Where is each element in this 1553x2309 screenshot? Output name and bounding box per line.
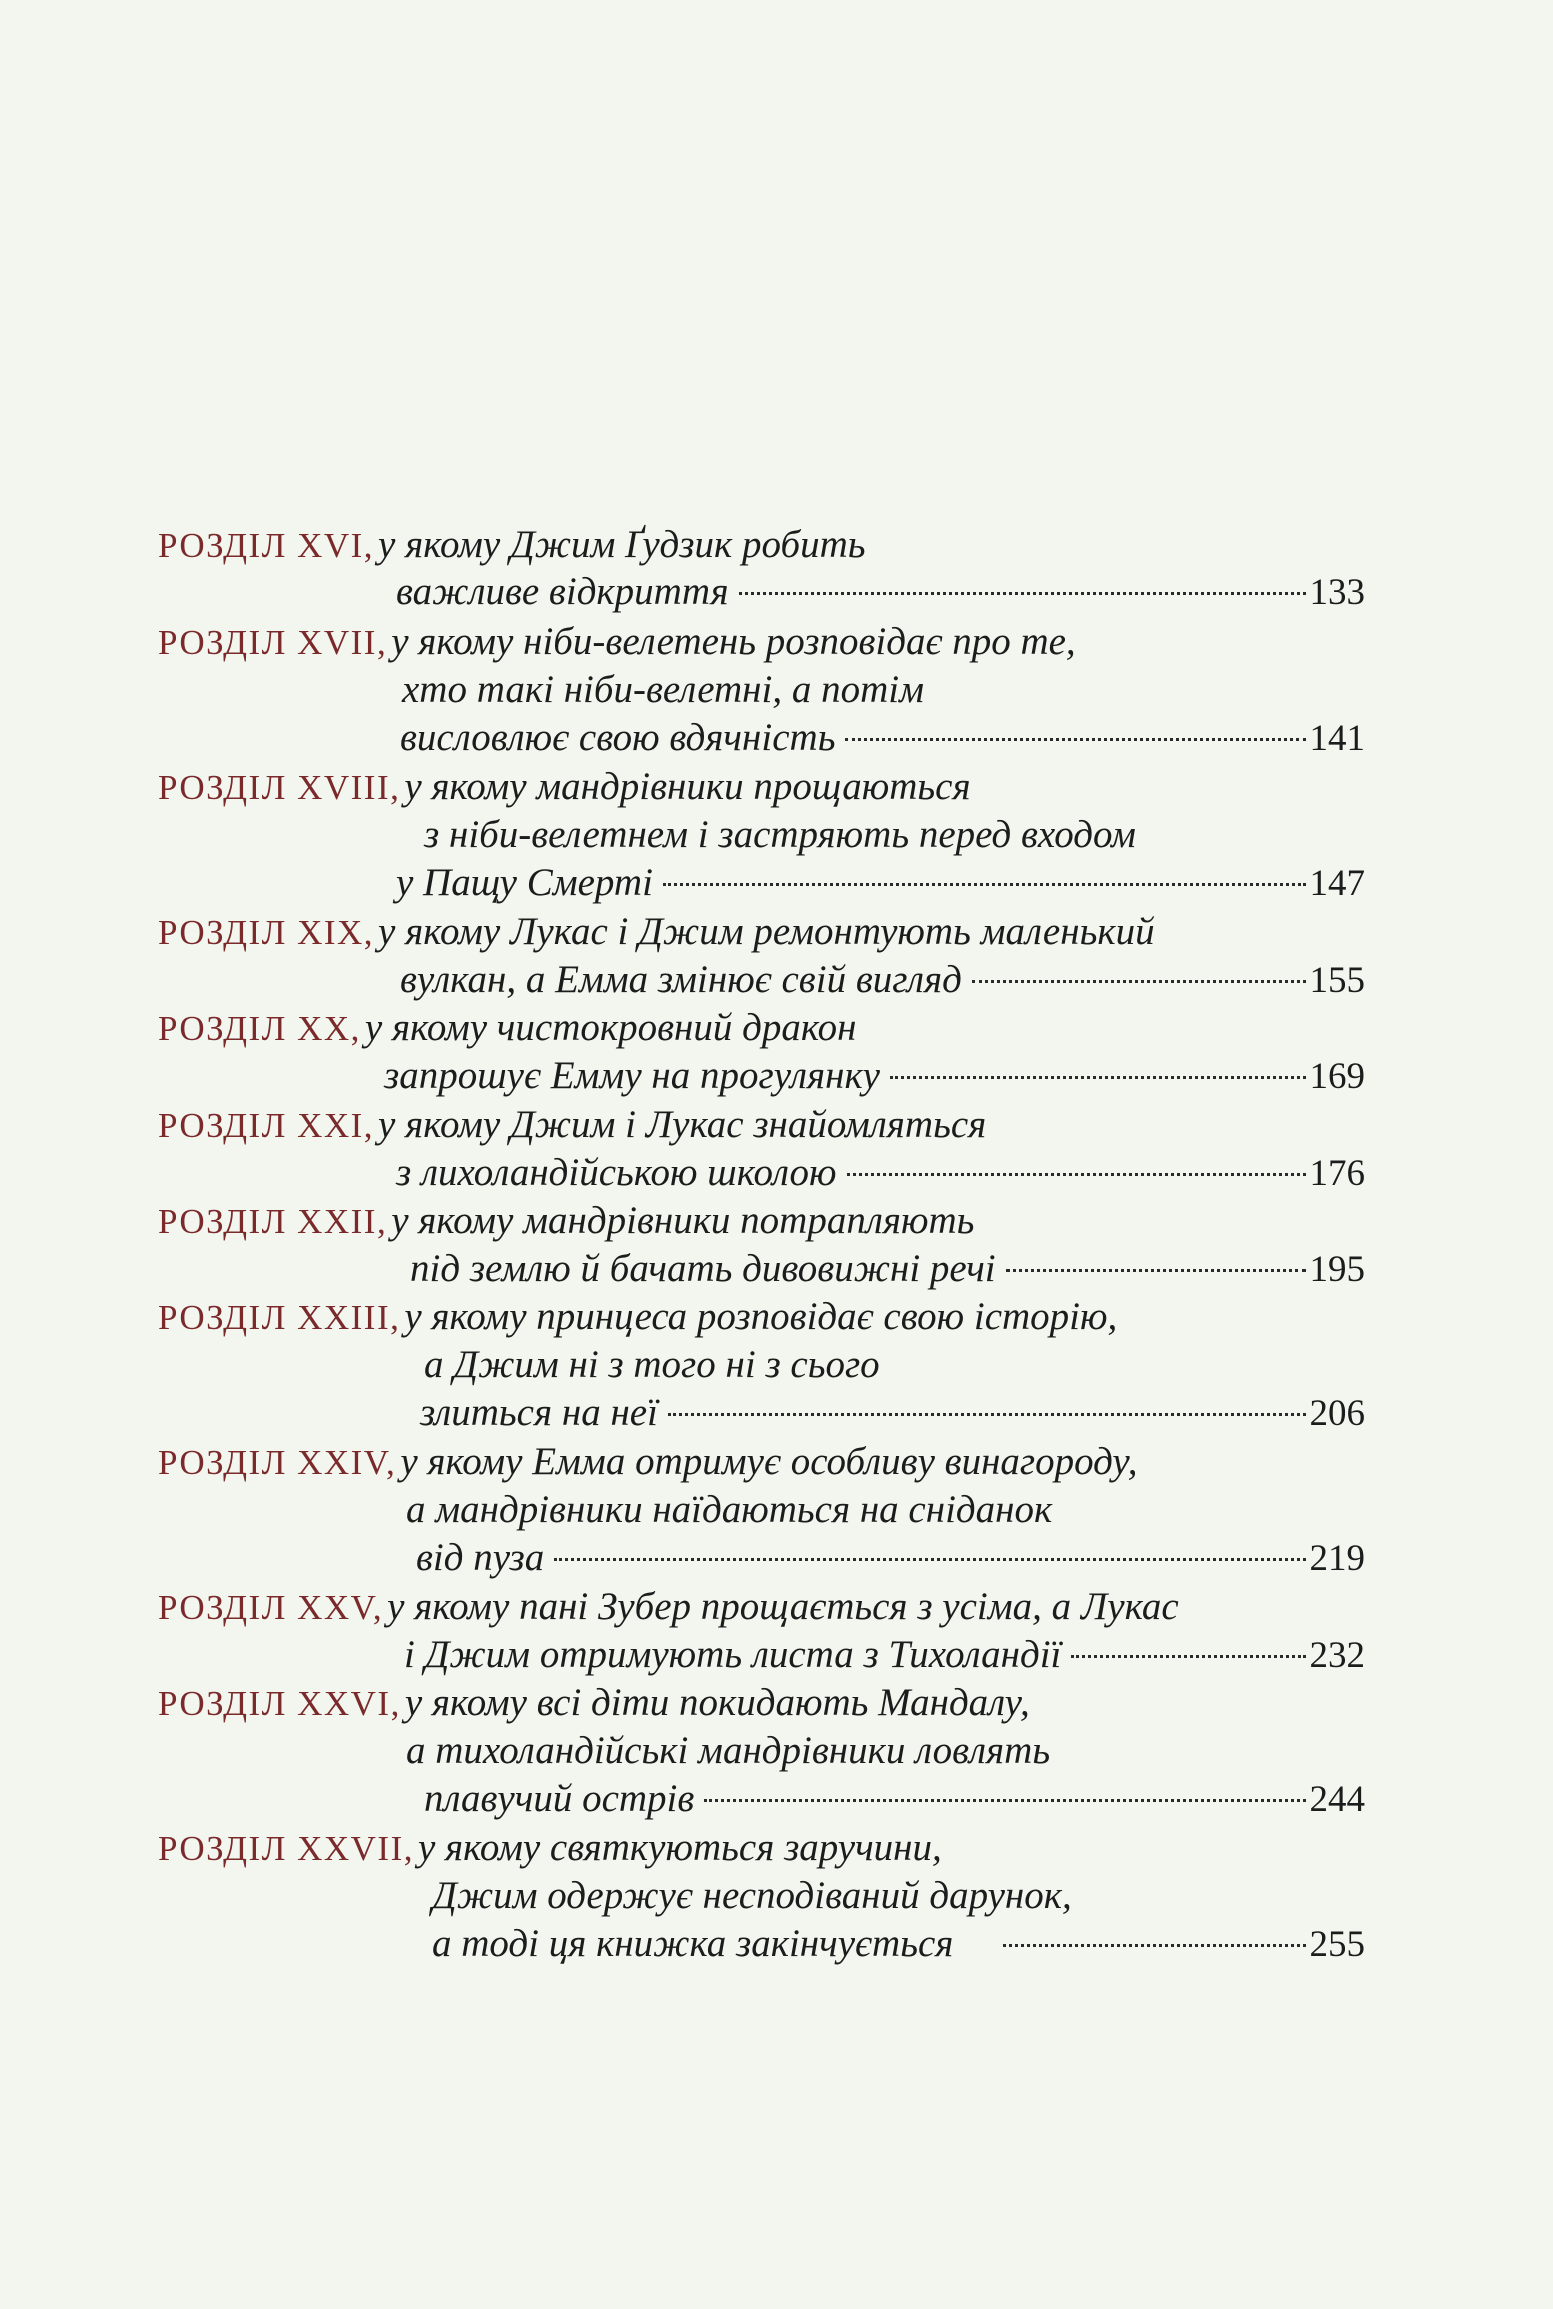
toc-entry-first-line xyxy=(158,1292,1117,1342)
chapter-title-line: у Пащу Смерті xyxy=(396,861,653,904)
toc-entry-first-line xyxy=(158,1100,986,1150)
dot-leader xyxy=(739,591,1306,595)
chapter-title-line: запрошує Емму на прогулянку xyxy=(384,1054,880,1097)
toc-entry-page-line xyxy=(424,1774,1365,1824)
toc-entry-first-line xyxy=(158,1582,1179,1632)
chapter-label: РОЗДІЛ XXVI, xyxy=(158,1684,401,1723)
toc-entry-page-line xyxy=(404,1630,1365,1680)
dot-leader xyxy=(704,1798,1305,1802)
chapter-title-line: злиться на неї xyxy=(420,1391,658,1434)
page-number: 219 xyxy=(1309,1538,1365,1579)
chapter-title-line: у якому Лукас і Джим ремонтують маленький xyxy=(378,910,1155,953)
chapter-label: РОЗДІЛ XIX, xyxy=(158,913,375,952)
toc-entry-page-line xyxy=(416,1533,1365,1583)
chapter-title-line: під землю й бачать дивовижні речі xyxy=(410,1247,996,1290)
dot-leader xyxy=(1006,1268,1306,1272)
chapter-label: РОЗДІЛ XXV, xyxy=(158,1588,384,1627)
page-number: 133 xyxy=(1309,572,1365,613)
chapter-title-line: висловлює свою вдячність xyxy=(400,716,836,759)
toc-entry-page-line xyxy=(396,567,1365,617)
chapter-label: РОЗДІЛ XXIV, xyxy=(158,1443,397,1482)
chapter-title-line: Джим одержує несподіваний дарунок, xyxy=(432,1874,1072,1917)
toc-entry-page-line xyxy=(384,1051,1365,1101)
chapter-label: РОЗДІЛ XXII, xyxy=(158,1202,388,1241)
toc-entry-continuation-line xyxy=(406,1485,1052,1535)
toc-entry-first-line xyxy=(158,762,971,812)
toc-entry-page-line xyxy=(400,713,1365,763)
toc-entry-first-line xyxy=(158,520,866,570)
dot-leader xyxy=(845,737,1305,741)
toc-entry-first-line xyxy=(158,1678,1030,1728)
toc-entry-page-line xyxy=(400,955,1365,1005)
dot-leader xyxy=(554,1557,1305,1561)
chapter-title-line: у якому святкуються заручини, xyxy=(417,1826,942,1869)
chapter-title-line: а тихоландійські мандрівники ловлять xyxy=(406,1729,1051,1772)
chapter-title-line: у якому принцеса розповідає свою історію, xyxy=(404,1295,1118,1338)
chapter-title-line: хто такі ніби-велетні, а потім xyxy=(402,668,925,711)
page-number: 195 xyxy=(1309,1249,1365,1290)
chapter-title-line: у якому ніби-велетень розповідає про те, xyxy=(391,620,1076,663)
dot-leader xyxy=(1003,1943,1305,1947)
chapter-title-line: важливе відкриття xyxy=(396,570,729,613)
chapter-label: РОЗДІЛ XXVII, xyxy=(158,1829,414,1868)
toc-entry-page-line xyxy=(420,1388,1365,1438)
page-number: 147 xyxy=(1309,863,1365,904)
chapter-label: РОЗДІЛ XXIII, xyxy=(158,1298,401,1337)
toc-entry-page-line xyxy=(410,1244,1365,1294)
toc-entry-page-line xyxy=(396,1148,1365,1198)
dot-leader xyxy=(890,1075,1306,1079)
toc-entry-first-line xyxy=(158,1003,857,1053)
chapter-title-line: а мандрівники наїдаються на сніданок xyxy=(406,1488,1053,1531)
toc-entry-first-line xyxy=(158,907,1155,957)
chapter-title-line: у якому пані Зубер прощається з усіма, а Лукас xyxy=(387,1585,1179,1628)
toc-entry-first-line xyxy=(158,1823,942,1873)
dot-leader xyxy=(668,1412,1306,1416)
page-number: 255 xyxy=(1309,1924,1365,1965)
dot-leader xyxy=(663,882,1306,886)
chapter-title-line: з ніби-велетнем і застряють перед входом xyxy=(424,813,1136,856)
page-number: 141 xyxy=(1309,718,1365,759)
toc-entry-continuation-line xyxy=(406,1726,1050,1776)
page-number: 169 xyxy=(1309,1056,1365,1097)
toc-entry-page-line xyxy=(396,858,1365,908)
chapter-title-line: у якому Емма отримує особливу винагороду, xyxy=(400,1440,1138,1483)
page-number: 244 xyxy=(1309,1779,1365,1820)
toc-entry-first-line xyxy=(158,1437,1137,1487)
toc-entry-continuation-line xyxy=(432,1871,1072,1921)
toc-entry-page-line xyxy=(432,1919,1365,1969)
chapter-title-line: у якому Джим Ґудзик робить xyxy=(378,523,866,566)
toc-entry-first-line xyxy=(158,617,1076,667)
chapter-title-line: у якому чистокровний дракон xyxy=(364,1006,857,1049)
toc-entry-continuation-line xyxy=(424,1340,880,1390)
chapter-title-line: а тоді ця книжка закінчується xyxy=(432,1922,954,1965)
page-number: 155 xyxy=(1309,960,1365,1001)
chapter-label: РОЗДІЛ XXI, xyxy=(158,1106,375,1145)
chapter-title-line: плавучий острів xyxy=(424,1777,695,1820)
chapter-label: РОЗДІЛ XVI, xyxy=(158,526,375,565)
chapter-label: РОЗДІЛ XX, xyxy=(158,1009,361,1048)
chapter-title-line: з лихоландійською школою xyxy=(396,1151,837,1194)
chapter-title-line: і Джим отримують листа з Тихоландії xyxy=(404,1633,1062,1676)
chapter-title-line: у якому мандрівники потрапляють xyxy=(391,1199,975,1242)
toc-entry-first-line xyxy=(158,1196,974,1246)
dot-leader xyxy=(1071,1654,1305,1658)
page-number: 232 xyxy=(1309,1635,1365,1676)
chapter-title-line: у якому всі діти покидають Мандалу, xyxy=(404,1681,1030,1724)
chapter-label: РОЗДІЛ XVIII, xyxy=(158,768,401,807)
toc-entry-continuation-line xyxy=(402,665,924,715)
chapter-label: РОЗДІЛ XVII, xyxy=(158,623,388,662)
page-number: 206 xyxy=(1309,1393,1365,1434)
chapter-title-line: у якому Джим і Лукас знайомляться xyxy=(378,1103,987,1146)
dot-leader xyxy=(847,1172,1306,1176)
chapter-title-line: від пуза xyxy=(416,1536,545,1579)
page-number: 176 xyxy=(1309,1153,1365,1194)
chapter-title-line: вулкан, а Емма змінює свій вигляд xyxy=(400,958,962,1001)
toc-entry-continuation-line xyxy=(424,810,1136,860)
dot-leader xyxy=(972,979,1306,983)
chapter-title-line: а Джим ні з того ні з сього xyxy=(424,1343,880,1386)
chapter-title-line: у якому мандрівники прощаються xyxy=(404,765,971,808)
